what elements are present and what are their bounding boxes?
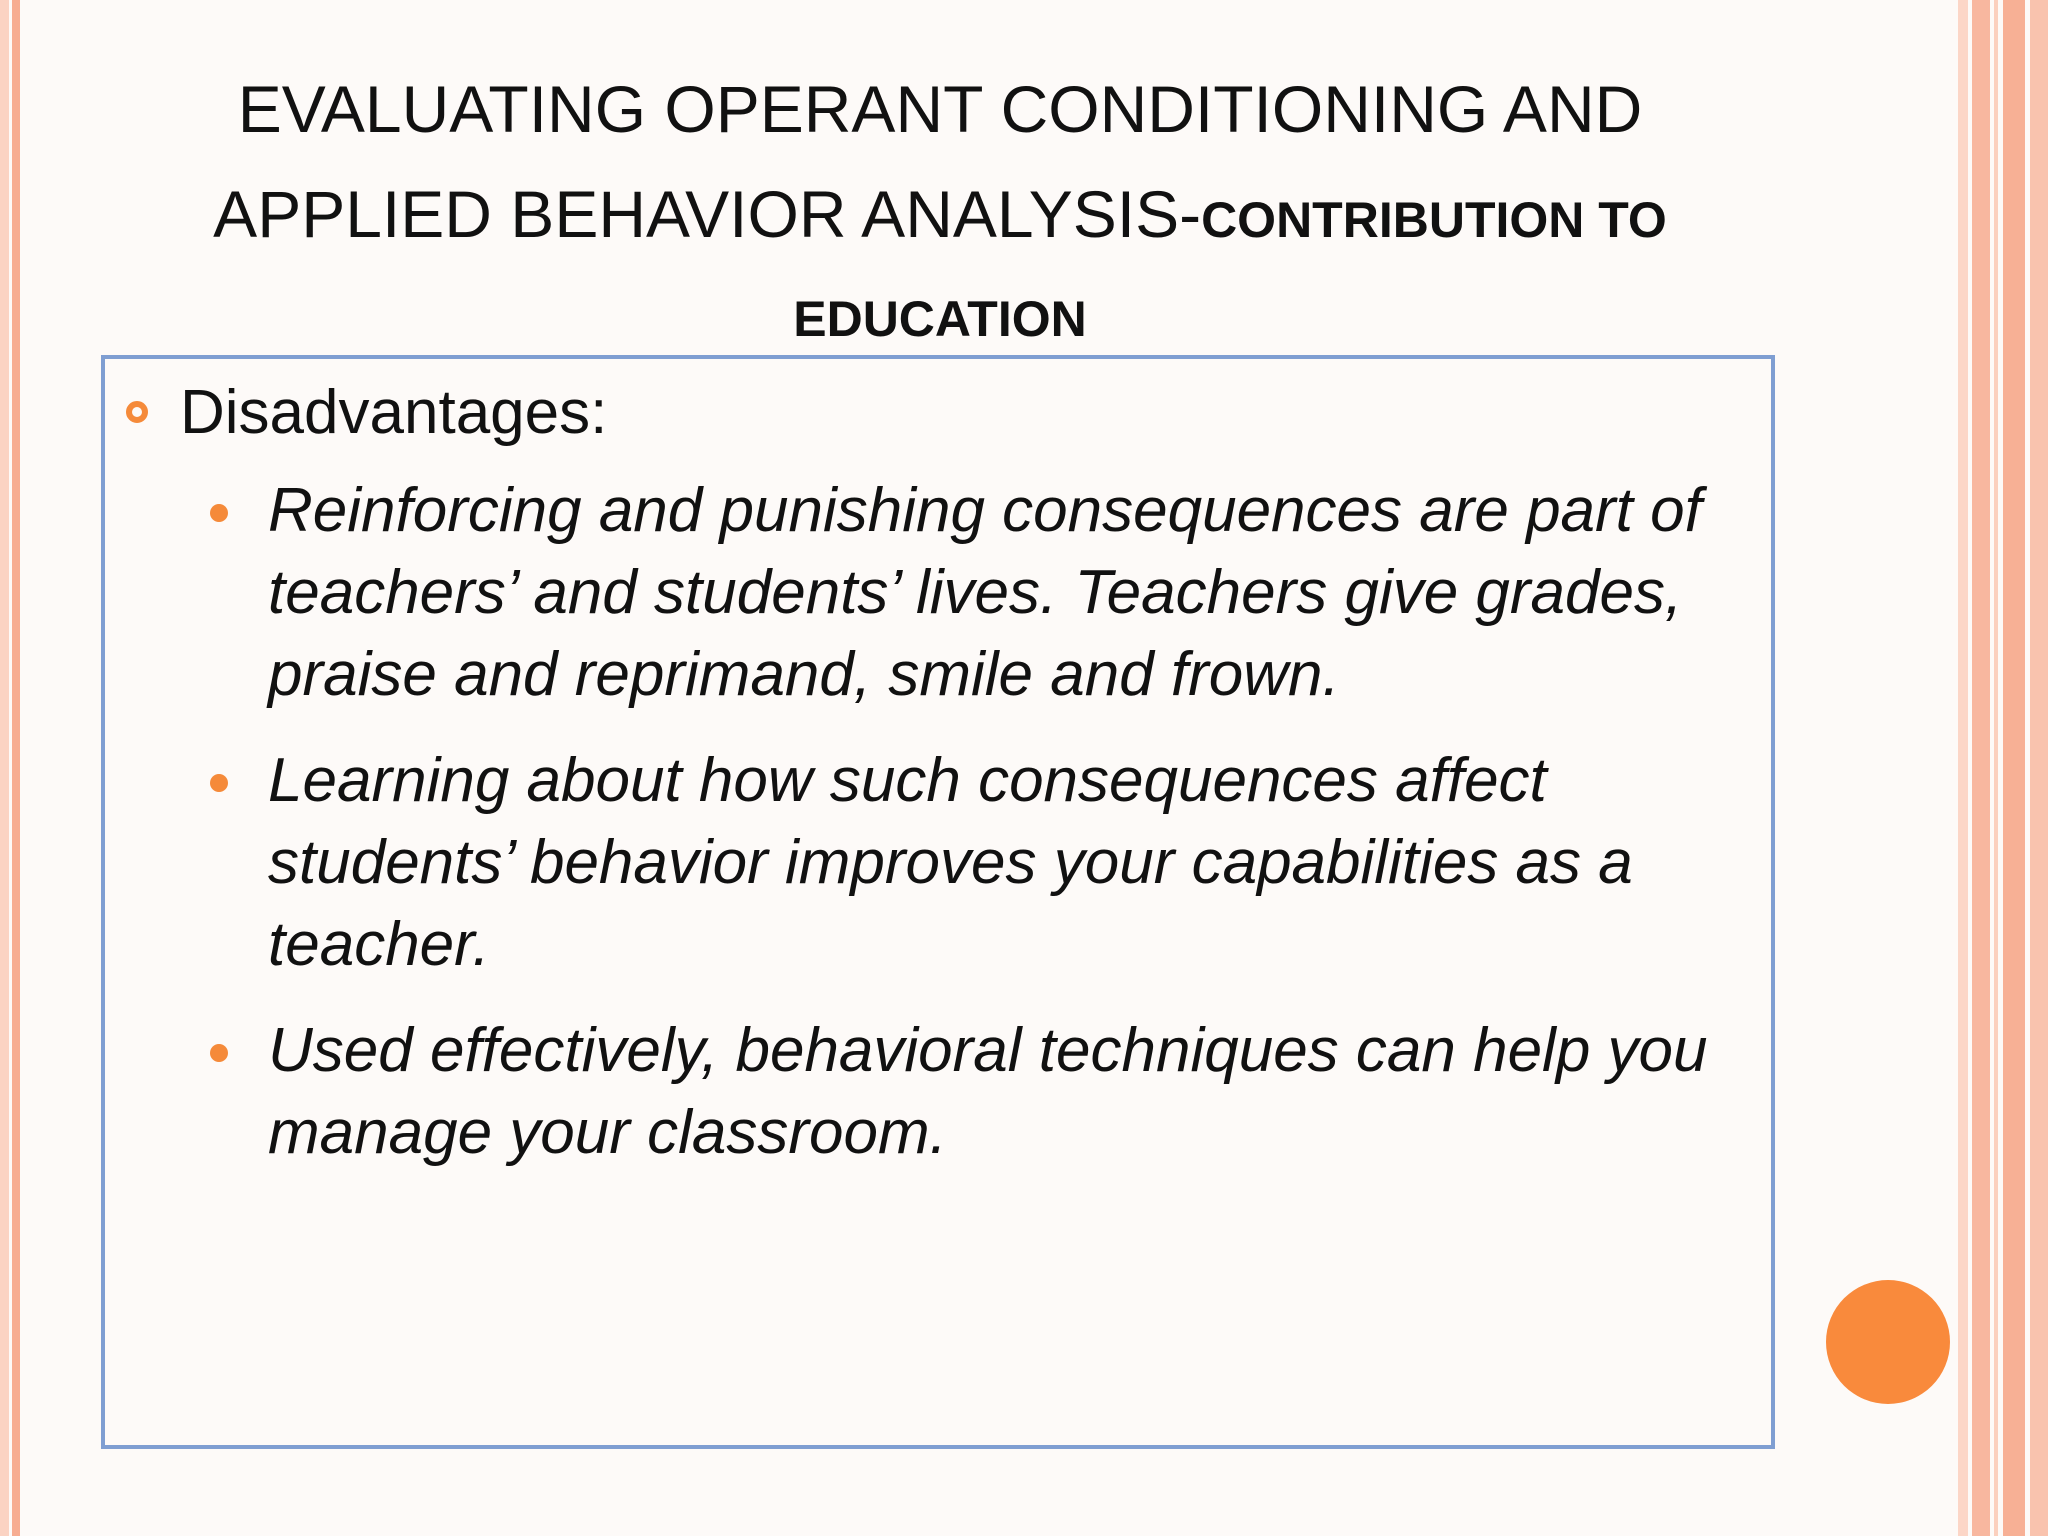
sub-bullet-text: Learning about how such consequences affect students’ behavior improves your capabilities as a teacher. bbox=[268, 746, 1633, 979]
sub-bullet-text: Used effectively, behavioral techniques can help you manage your classroom. bbox=[268, 1016, 1708, 1167]
title-line-2: APPLIED BEHAVIOR ANALYSIS- bbox=[213, 177, 1202, 251]
sub-bullet bbox=[210, 1010, 1750, 1174]
right-stripe-1 bbox=[1958, 0, 1968, 1536]
left-stripe-inner bbox=[12, 0, 20, 1536]
decorative-circle-icon bbox=[1826, 1280, 1950, 1404]
dot-bullet-icon bbox=[210, 774, 228, 792]
ring-bullet-icon bbox=[126, 401, 148, 423]
dot-bullet-icon bbox=[210, 1044, 228, 1062]
sub-bullet bbox=[210, 740, 1750, 986]
sub-bullet-list bbox=[210, 470, 1750, 1198]
slide-title bbox=[140, 66, 1740, 362]
title-line-3: EDUCATION bbox=[793, 291, 1087, 347]
sub-bullet-text: Reinforcing and punishing consequences are part of teachers’ and students’ lives. Teachers give grades, praise and reprimand, smile and frown. bbox=[268, 476, 1702, 709]
title-line-1: EVALUATING OPERANT CONDITIONING AND bbox=[237, 72, 1643, 146]
main-bullet bbox=[126, 372, 607, 452]
right-stripe-2 bbox=[1972, 0, 1990, 1536]
sub-bullet bbox=[210, 470, 1750, 716]
title-line-2-small: CONTRIBUTION TO bbox=[1201, 192, 1667, 248]
dot-bullet-icon bbox=[210, 504, 228, 522]
right-stripe-3 bbox=[1994, 0, 1998, 1536]
left-stripe bbox=[0, 0, 9, 1536]
right-stripe-5 bbox=[2030, 0, 2048, 1536]
main-bullet-label: Disadvantages: bbox=[180, 377, 608, 447]
right-stripe-4 bbox=[2003, 0, 2025, 1536]
